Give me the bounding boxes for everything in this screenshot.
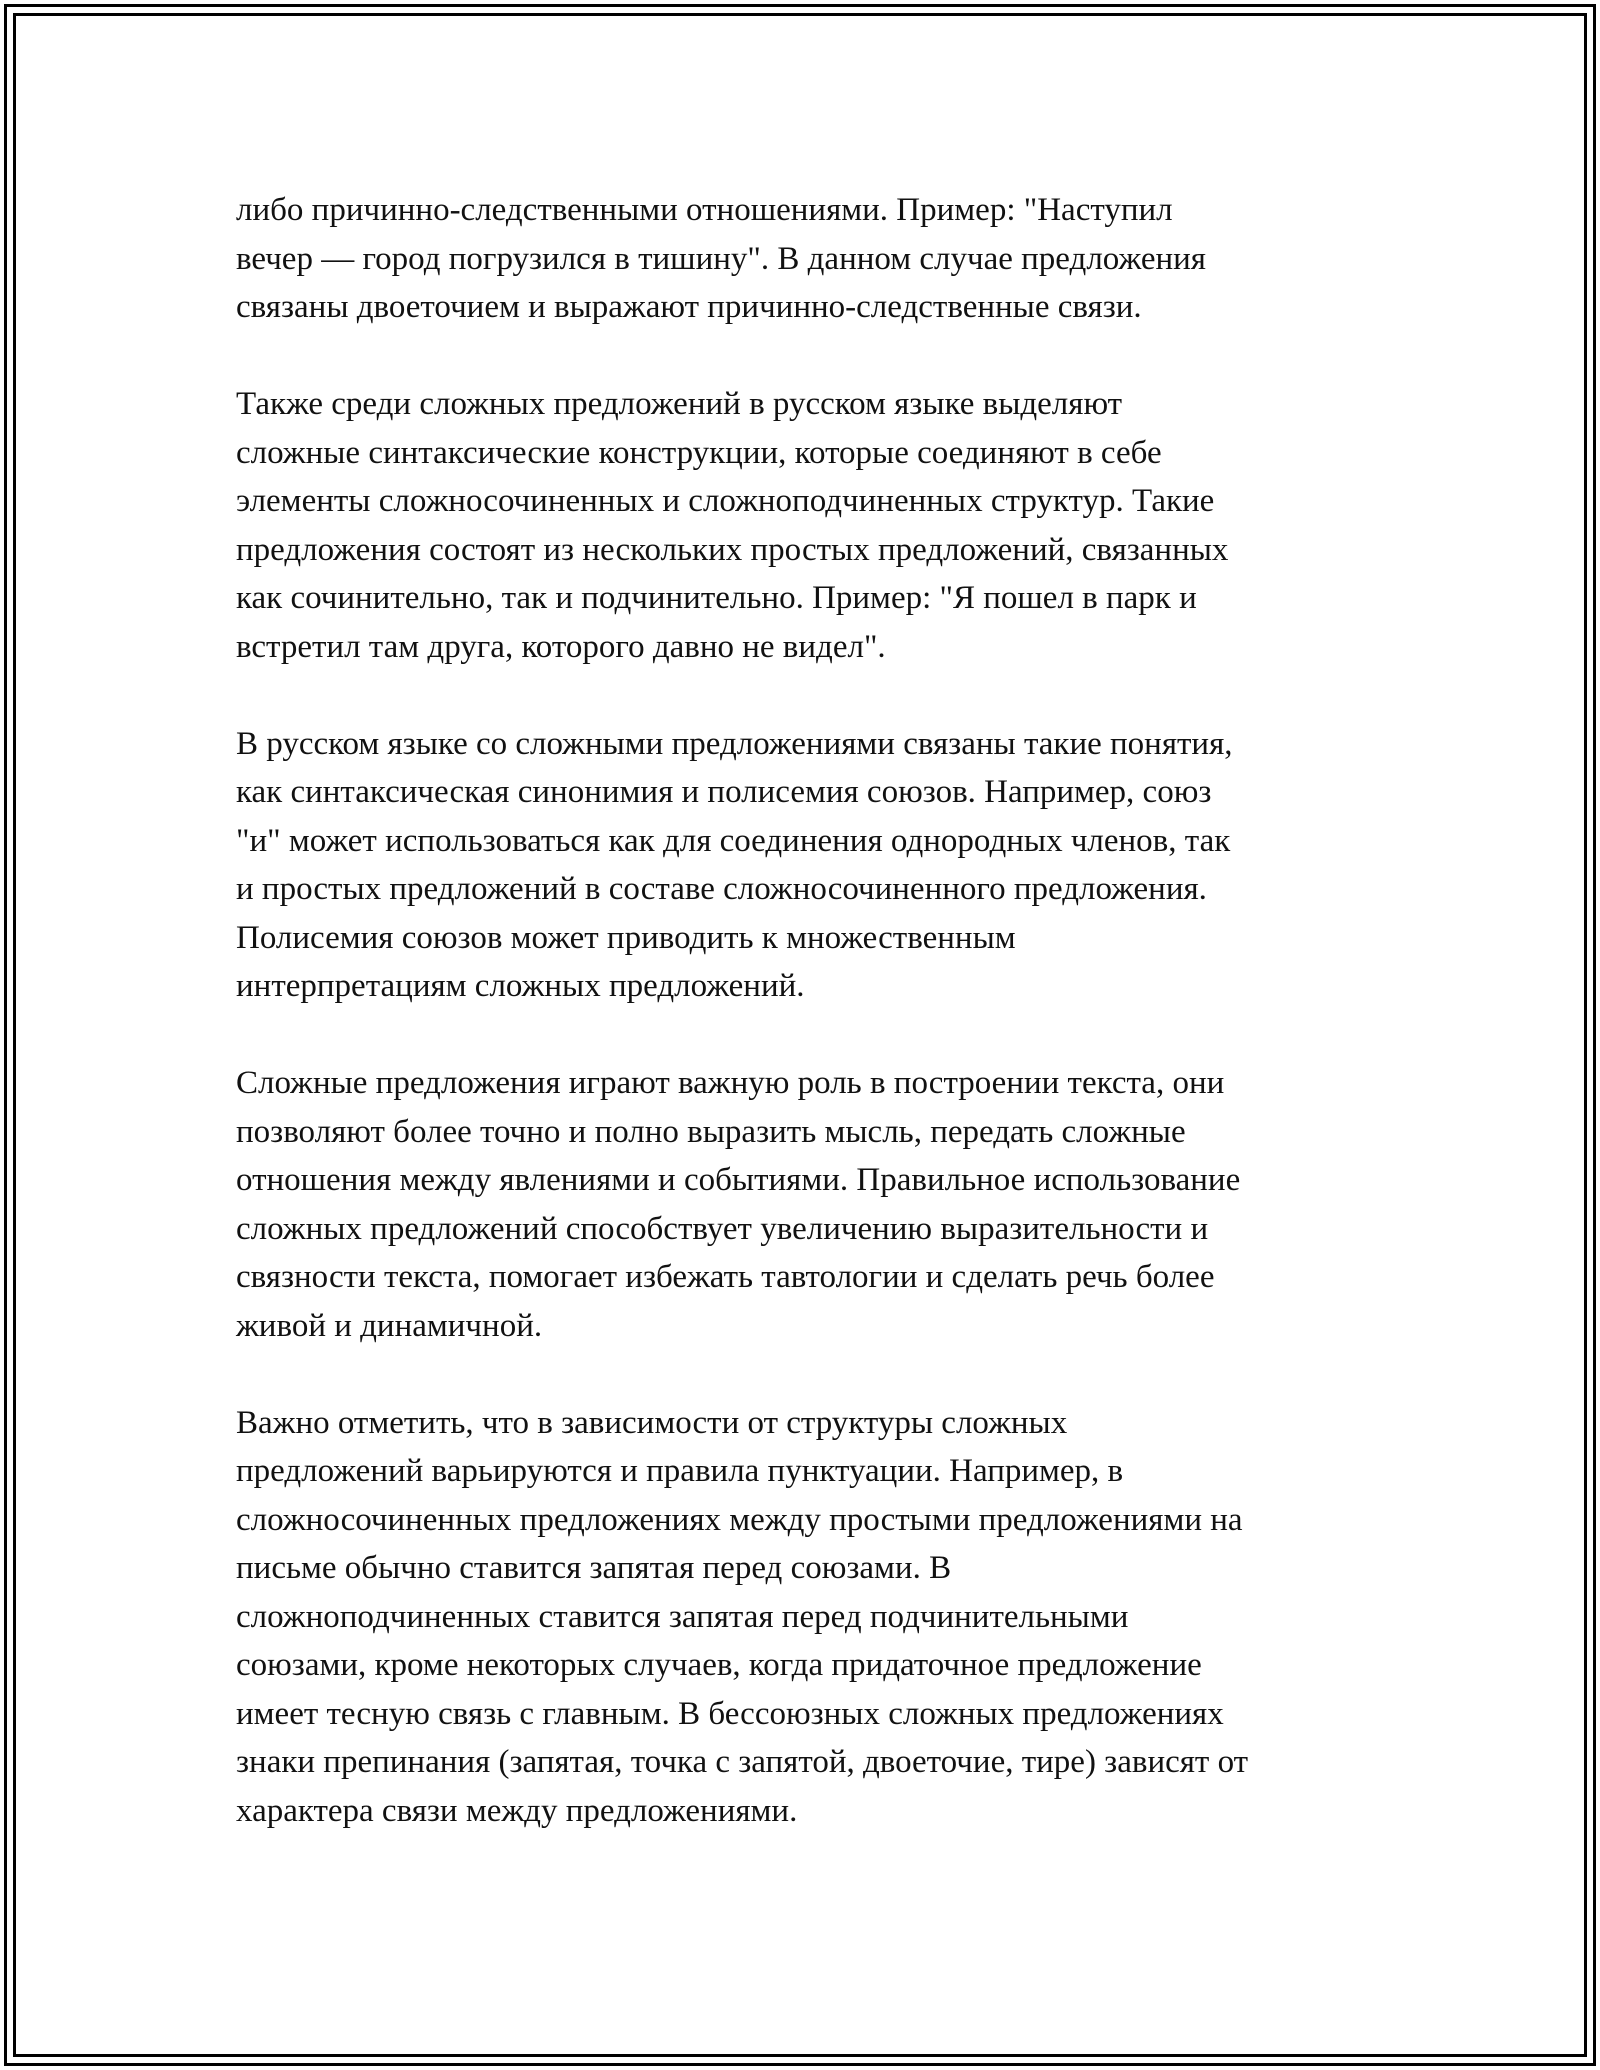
text-line: Важно отметить, что в зависимости от структуры сложных	[236, 1404, 1068, 1441]
paragraph-2	[236, 380, 1386, 671]
text-line: как синтаксическая синонимия и полисемия союзов. Например, союз	[236, 774, 1212, 810]
text-line: сложные синтаксические конструкции, которые соединяют в себе	[236, 434, 1162, 471]
text-line: и простых предложений в составе сложносочиненного предложения.	[236, 871, 1207, 907]
text-line: сложноподчиненных ставится запятая перед подчинительными	[236, 1598, 1129, 1635]
paragraph-4	[236, 1059, 1386, 1350]
paragraph-3	[236, 720, 1386, 1011]
text-line: письме обычно ставится запятая перед союзами. В	[236, 1550, 952, 1586]
text-line: Сложные предложения играют важную роль в построении текста, они	[236, 1065, 1225, 1101]
text-line: связаны двоеточием и выражают причинно-следственные связи.	[236, 289, 1142, 325]
text-line: характера связи между предложениями.	[236, 1792, 798, 1829]
document-body	[236, 186, 1386, 1884]
text-line: Также среди сложных предложений в русском языке выделяют	[236, 386, 1123, 422]
text-line: живой и динамичной.	[236, 1307, 543, 1344]
text-line: сложносочиненных предложениях между простыми предложениями на	[236, 1501, 1243, 1538]
text-line: В русском языке со сложными предложениями связаны такие понятия,	[236, 725, 1233, 762]
text-line: союзами, кроме некоторых случаев, когда придаточное предложение	[236, 1647, 1202, 1683]
text-line: "и" может использоваться как для соединения однородных членов, так	[236, 822, 1231, 859]
text-line: позволяют более точно и полно выразить мысль, передать сложные	[236, 1113, 1186, 1150]
paragraph-1	[236, 186, 1386, 332]
text-line: Полисемия союзов может приводить к множественным	[236, 919, 1016, 956]
text-line: сложных предложений способствует увеличению выразительности и	[236, 1210, 1209, 1247]
text-line: либо причинно-следственными отношениями. Пример: "Наступил	[236, 192, 1173, 228]
text-line: предложений варьируются и правила пунктуации. Например, в	[236, 1453, 1124, 1489]
text-line: связности текста, помогает избежать тавтологии и сделать речь более	[236, 1259, 1215, 1295]
text-line: элементы сложносочиненных и сложноподчиненных структур. Такие	[236, 483, 1215, 519]
text-line: отношения между явлениями и событиями. Правильное использование	[236, 1162, 1241, 1198]
paragraph-5	[236, 1399, 1386, 1836]
text-line: вечер — город погрузился в тишину". В данном случае предложения	[236, 240, 1206, 277]
text-line: имеет тесную связь с главным. В бессоюзных сложных предложениях	[236, 1695, 1224, 1732]
text-line: встретил там друга, которого давно не видел".	[236, 628, 886, 665]
text-line: предложения состоят из нескольких простых предложений, связанных	[236, 531, 1229, 568]
text-line: как сочинительно, так и подчинительно. Пример: "Я пошел в парк и	[236, 580, 1197, 616]
text-line: интерпретациям сложных предложений.	[236, 968, 805, 1004]
text-line: знаки препинания (запятая, точка с запятой, двоеточие, тире) зависят от	[236, 1744, 1249, 1780]
